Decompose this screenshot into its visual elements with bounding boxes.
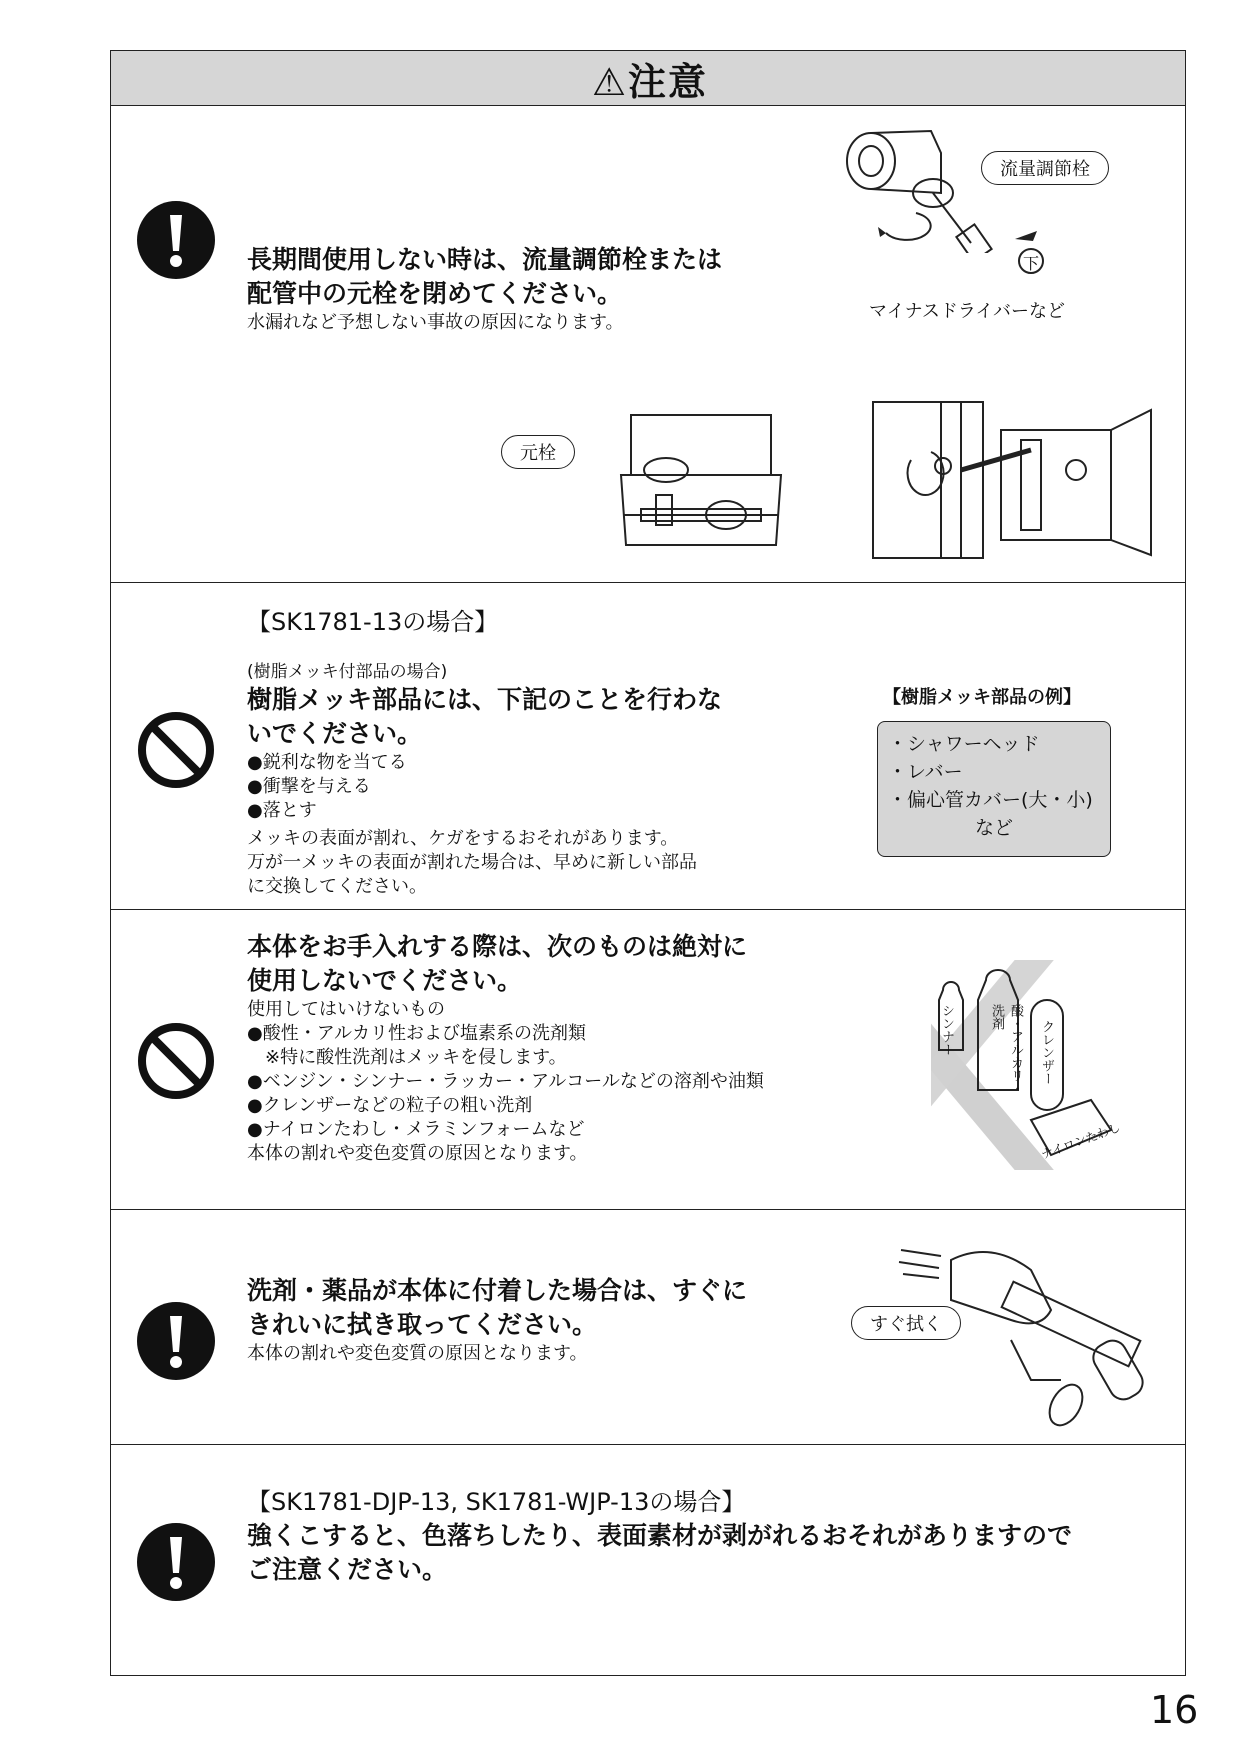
section-cleaning-prohibitions xyxy=(111,909,1185,1209)
section3-list-3: ※特に酸性洗剤はメッキを侵します。 xyxy=(265,1047,567,1068)
section-wipe-chemicals xyxy=(111,1209,1185,1444)
prohibition-icon xyxy=(137,1022,215,1100)
section2-bullet-1: ●鋭利な物を当てる xyxy=(247,752,407,773)
section3-heading-1: 本体をお手入れする際は、次のものは絶対に xyxy=(247,932,748,961)
thinner-label: シンナー xyxy=(939,1004,954,1056)
section2-note-3: に交換してください。 xyxy=(247,876,427,897)
section3-list-6: ●ナイロンたわし・メラミンフォームなど xyxy=(247,1119,585,1140)
section3-list-4: ●ベンジン・シンナー・ラッカー・アルコールなどの溶剤や油類 xyxy=(247,1071,764,1092)
section2-subnote: (樹脂メッキ付部品の場合) xyxy=(247,662,448,682)
caution-frame xyxy=(110,50,1186,1676)
section5-model-heading: 【SK1781-DJP-13, SK1781-WJP-13の場合】 xyxy=(247,1488,746,1516)
section1-heading-2: 配管中の元栓を閉めてください。 xyxy=(247,279,623,308)
example-item-1: ・シャワーヘッド xyxy=(888,733,1040,755)
section2-bullet-2: ●衝撃を与える xyxy=(247,776,371,797)
section4-heading-2: きれいに拭き取ってください。 xyxy=(247,1310,598,1339)
driver-label: マイナスドライバーなど xyxy=(869,301,1066,322)
wiping-faucet-illustration xyxy=(891,1230,1171,1430)
example-item-2: ・レバー xyxy=(888,761,963,783)
caution-header xyxy=(111,51,1185,106)
caution-title: ⚠注意 xyxy=(591,59,709,104)
cabinet-illustration xyxy=(871,400,1161,560)
example-title: 【樹脂メッキ部品の例】 xyxy=(883,687,1081,708)
mandatory-icon xyxy=(137,201,215,279)
section5-heading-1: 強くこすると、色落ちしたり、表面素材が剥がれるおそれがありますので xyxy=(247,1521,1073,1550)
wipe-label: すぐ拭く xyxy=(851,1306,961,1340)
example-box xyxy=(877,721,1111,857)
page-number: 16 xyxy=(1150,1688,1199,1732)
meter-box-illustration xyxy=(611,405,791,555)
section4-note: 本体の割れや変色変質の原因となります。 xyxy=(247,1343,588,1364)
section3-list-2: ●酸性・アルカリ性および塩素系の洗剤類 xyxy=(247,1023,586,1044)
section4-heading-1: 洗剤・薬品が本体に付着した場合は、すぐに xyxy=(247,1276,748,1305)
section2-heading-2: いでください。 xyxy=(247,719,423,748)
section3-list-7: 本体の割れや変色変質の原因となります。 xyxy=(247,1143,588,1164)
section1-note: 水漏れなど予想しない事故の原因になります。 xyxy=(247,312,624,333)
main-valve-label: 元栓 xyxy=(501,435,575,469)
section-resin-plating xyxy=(111,582,1185,909)
example-item-3: ・偏心管カバー(大・小) xyxy=(888,789,1093,811)
section2-note-2: 万が一メッキの表面が割れた場合は、早めに新しい部品 xyxy=(247,852,697,873)
section-rubbing-warning xyxy=(111,1444,1185,1677)
example-item-4: など xyxy=(974,817,1013,839)
mandatory-icon xyxy=(137,1523,215,1601)
down-label: 下 xyxy=(1023,254,1040,273)
section-long-term-unused xyxy=(111,105,1185,582)
flow-valve-label: 流量調節栓 xyxy=(981,151,1109,185)
section3-list-1: 使用してはいけないもの xyxy=(247,999,445,1020)
section5-heading-2: ご注意ください。 xyxy=(247,1555,448,1584)
section1-heading-1: 長期間使用しない時は、流量調節栓または xyxy=(247,245,723,274)
mandatory-icon xyxy=(137,1302,215,1380)
section2-bullet-3: ●落とす xyxy=(247,800,317,821)
section2-note-1: メッキの表面が割れ、ケガをするおそれがあります。 xyxy=(247,828,679,849)
section3-heading-2: 使用しないでください。 xyxy=(247,966,523,995)
section2-heading-1: 樹脂メッキ部品には、下記のことを行わな xyxy=(247,685,723,714)
section3-list-5: ●クレンザーなどの粒子の粗い洗剤 xyxy=(247,1095,533,1116)
prohibition-icon xyxy=(137,711,215,789)
section2-model-heading: 【SK1781-13の場合】 xyxy=(247,608,499,636)
cleanser-label: クレンザー xyxy=(1039,1020,1054,1085)
acid-label: 酸・アルカリ・洗剤 xyxy=(989,1004,1023,1095)
nylon-label: ナイロンたわし xyxy=(1039,1120,1123,1162)
